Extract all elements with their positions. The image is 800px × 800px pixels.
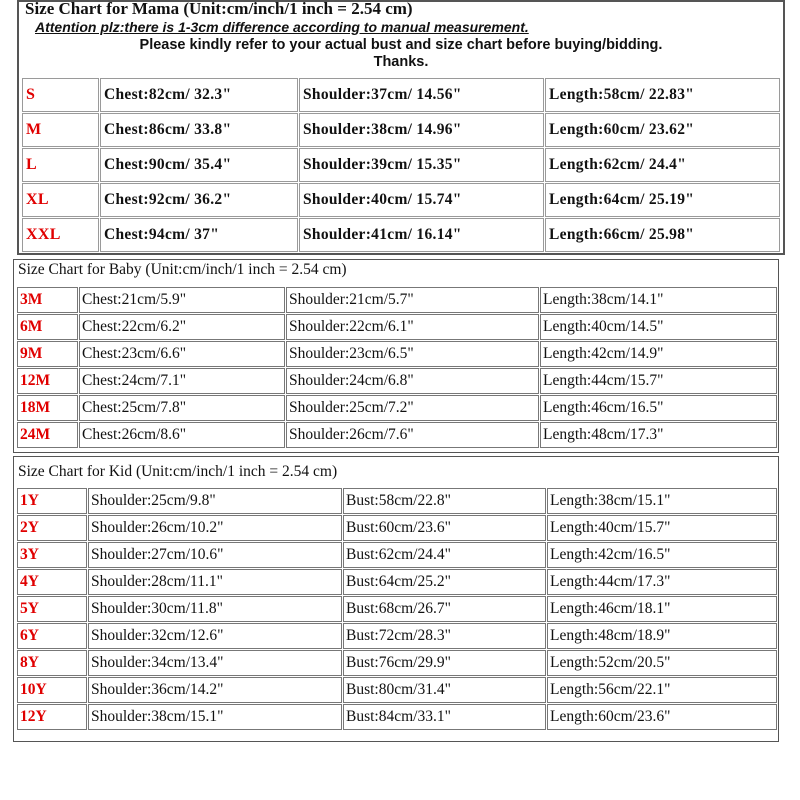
- measure-cell: Shoulder:26cm/10.2": [88, 515, 342, 541]
- size-label: 3Y: [17, 542, 87, 568]
- measure-cell: Shoulder:28cm/11.1": [88, 569, 342, 595]
- measure-cell: Length:66cm/ 25.98": [545, 218, 780, 252]
- measure-cell: Shoulder:36cm/14.2": [88, 677, 342, 703]
- measure-cell: Chest:26cm/8.6": [79, 422, 285, 448]
- measure-cell: Bust:58cm/22.8": [343, 488, 546, 514]
- measurement-note-line1: Please kindly refer to your actual bust and size chart before buying/bidding.: [139, 37, 663, 53]
- size-label: 4Y: [17, 569, 87, 595]
- measure-cell: Length:42cm/16.5": [547, 542, 777, 568]
- measure-cell: Chest:23cm/6.6": [79, 341, 285, 367]
- mama-size-chart: [17, 0, 785, 255]
- measurement-note-line2: Thanks.: [373, 54, 429, 70]
- measure-cell: Chest:21cm/5.9": [79, 287, 285, 313]
- size-label: 5Y: [17, 596, 87, 622]
- table-row: [17, 395, 777, 421]
- size-label: 8Y: [17, 650, 87, 676]
- measure-cell: Length:38cm/14.1": [540, 287, 777, 313]
- size-label: 12Y: [17, 704, 87, 730]
- mama-chart-title: Size Chart for Mama (Unit:cm/inch/1 inch = 2.54 cm): [25, 0, 413, 18]
- table-row: [17, 515, 777, 541]
- measure-cell: Shoulder:41cm/ 16.14": [299, 218, 544, 252]
- table-row: [22, 218, 780, 252]
- measure-cell: Bust:64cm/25.2": [343, 569, 546, 595]
- measurement-note: [19, 37, 783, 71]
- size-label: 24M: [17, 422, 78, 448]
- size-label: 12M: [17, 368, 78, 394]
- baby-chart-title: Size Chart for Baby (Unit:cm/inch/1 inch = 2.54 cm): [18, 261, 347, 278]
- measure-cell: Shoulder:39cm/ 15.35": [299, 148, 544, 182]
- measure-cell: Shoulder:22cm/6.1": [286, 314, 539, 340]
- size-label: S: [22, 78, 99, 112]
- measure-cell: Bust:62cm/24.4": [343, 542, 546, 568]
- table-row: [17, 368, 777, 394]
- size-label: 1Y: [17, 488, 87, 514]
- measure-cell: Chest:92cm/ 36.2": [100, 183, 298, 217]
- measure-cell: Length:56cm/22.1": [547, 677, 777, 703]
- measure-cell: Chest:25cm/7.8": [79, 395, 285, 421]
- measure-cell: Length:42cm/14.9": [540, 341, 777, 367]
- measure-cell: Length:40cm/15.7": [547, 515, 777, 541]
- measure-cell: Length:44cm/17.3": [547, 569, 777, 595]
- measure-cell: Length:40cm/14.5": [540, 314, 777, 340]
- measure-cell: Shoulder:25cm/9.8": [88, 488, 342, 514]
- size-label: 18M: [17, 395, 78, 421]
- table-row: [22, 148, 780, 182]
- table-row: [17, 569, 777, 595]
- measure-cell: Shoulder:32cm/12.6": [88, 623, 342, 649]
- measure-cell: Bust:72cm/28.3": [343, 623, 546, 649]
- measure-cell: Bust:84cm/33.1": [343, 704, 546, 730]
- measure-cell: Chest:82cm/ 32.3": [100, 78, 298, 112]
- measure-cell: Shoulder:24cm/6.8": [286, 368, 539, 394]
- size-label: M: [22, 113, 99, 147]
- measure-cell: Length:46cm/18.1": [547, 596, 777, 622]
- measure-cell: Shoulder:38cm/ 14.96": [299, 113, 544, 147]
- baby-size-chart: [13, 259, 779, 453]
- table-row: [17, 677, 777, 703]
- measure-cell: Length:60cm/23.6": [547, 704, 777, 730]
- table-row: [17, 314, 777, 340]
- size-label: 6M: [17, 314, 78, 340]
- table-row: [22, 78, 780, 112]
- measure-cell: Length:52cm/20.5": [547, 650, 777, 676]
- measure-cell: Chest:86cm/ 33.8": [100, 113, 298, 147]
- baby-size-table: [16, 286, 778, 449]
- measure-cell: Length:62cm/ 24.4": [545, 148, 780, 182]
- measure-cell: Length:48cm/18.9": [547, 623, 777, 649]
- size-label: XL: [22, 183, 99, 217]
- measure-cell: Chest:24cm/7.1": [79, 368, 285, 394]
- measure-cell: Length:64cm/ 25.19": [545, 183, 780, 217]
- table-row: [17, 422, 777, 448]
- table-row: [17, 341, 777, 367]
- measure-cell: Length:38cm/15.1": [547, 488, 777, 514]
- table-row: [17, 704, 777, 730]
- kid-chart-title: Size Chart for Kid (Unit:cm/inch/1 inch = 2.54 cm): [18, 463, 338, 480]
- measure-cell: Chest:22cm/6.2": [79, 314, 285, 340]
- size-label: 9M: [17, 341, 78, 367]
- attention-note: Attention plz:there is 1-3cm difference according to manual measurement.: [35, 19, 529, 35]
- measure-cell: Shoulder:23cm/6.5": [286, 341, 539, 367]
- size-label: 2Y: [17, 515, 87, 541]
- kid-size-chart: [13, 456, 779, 742]
- table-row: [17, 488, 777, 514]
- measure-cell: Length:60cm/ 23.62": [545, 113, 780, 147]
- mama-size-table: [21, 77, 781, 253]
- measure-cell: Shoulder:40cm/ 15.74": [299, 183, 544, 217]
- measure-cell: Length:48cm/17.3": [540, 422, 777, 448]
- table-row: [22, 183, 780, 217]
- table-row: [17, 596, 777, 622]
- table-row: [17, 623, 777, 649]
- kid-size-table: [16, 487, 778, 731]
- measure-cell: Shoulder:38cm/15.1": [88, 704, 342, 730]
- measure-cell: Bust:80cm/31.4": [343, 677, 546, 703]
- table-row: [22, 113, 780, 147]
- table-row: [17, 542, 777, 568]
- table-row: [17, 650, 777, 676]
- measure-cell: Bust:76cm/29.9": [343, 650, 546, 676]
- measure-cell: Shoulder:25cm/7.2": [286, 395, 539, 421]
- size-label: 3M: [17, 287, 78, 313]
- size-label: 10Y: [17, 677, 87, 703]
- measure-cell: Chest:90cm/ 35.4": [100, 148, 298, 182]
- measure-cell: Shoulder:27cm/10.6": [88, 542, 342, 568]
- measure-cell: Shoulder:34cm/13.4": [88, 650, 342, 676]
- measure-cell: Bust:60cm/23.6": [343, 515, 546, 541]
- measure-cell: Length:44cm/15.7": [540, 368, 777, 394]
- measure-cell: Length:46cm/16.5": [540, 395, 777, 421]
- measure-cell: Chest:94cm/ 37": [100, 218, 298, 252]
- measure-cell: Shoulder:30cm/11.8": [88, 596, 342, 622]
- measure-cell: Shoulder:21cm/5.7": [286, 287, 539, 313]
- table-row: [17, 287, 777, 313]
- measure-cell: Length:58cm/ 22.83": [545, 78, 780, 112]
- measure-cell: Bust:68cm/26.7": [343, 596, 546, 622]
- measure-cell: Shoulder:37cm/ 14.56": [299, 78, 544, 112]
- size-label: XXL: [22, 218, 99, 252]
- size-label: 6Y: [17, 623, 87, 649]
- size-label: L: [22, 148, 99, 182]
- measure-cell: Shoulder:26cm/7.6": [286, 422, 539, 448]
